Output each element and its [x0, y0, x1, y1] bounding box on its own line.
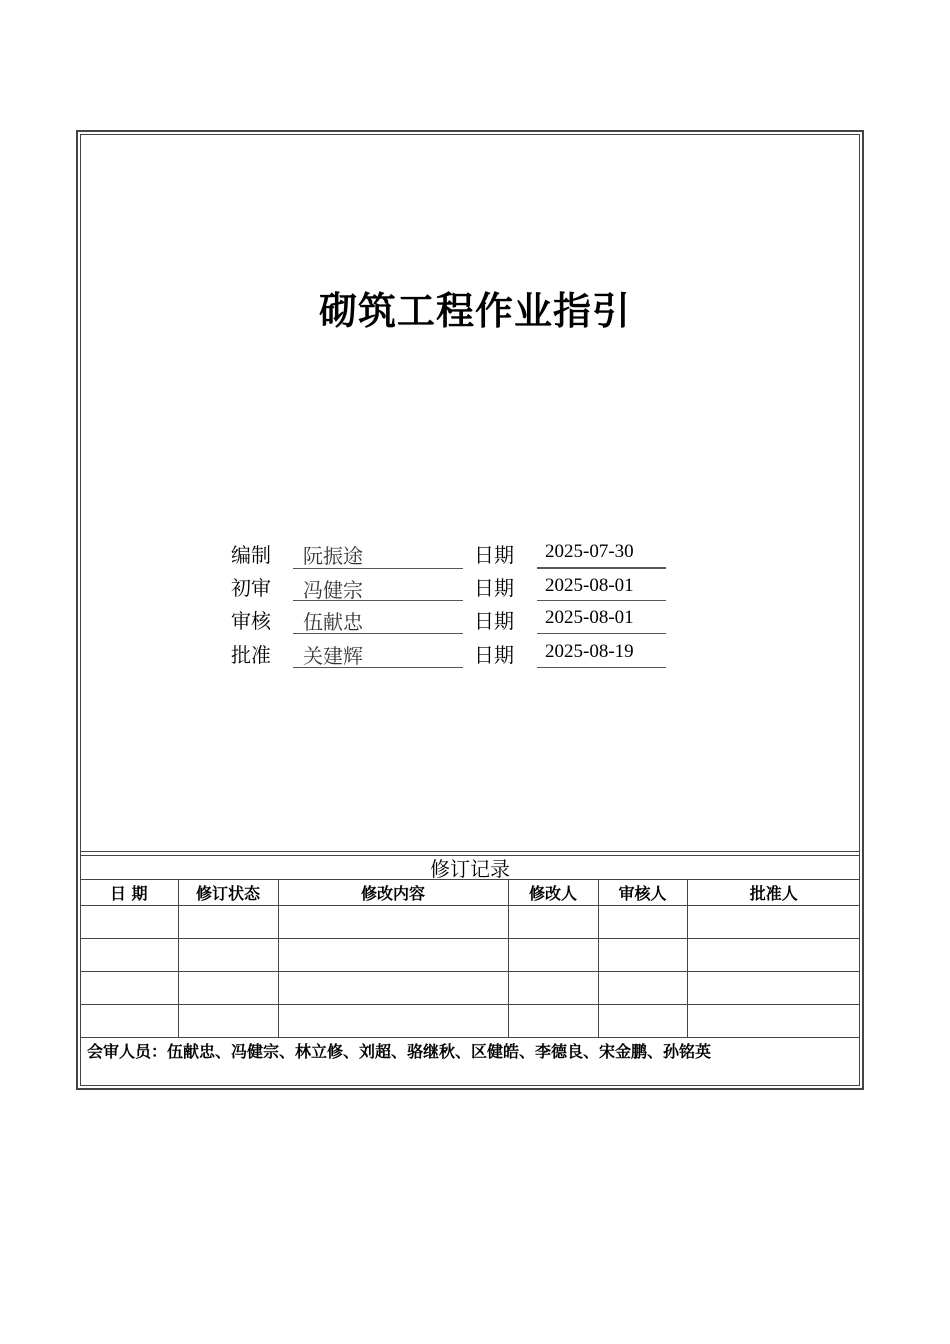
header-reviewed-by: 审核人 — [598, 880, 687, 906]
table-cell — [278, 939, 508, 972]
signoff-name: 阮振途 — [303, 544, 363, 568]
table-cell — [687, 939, 860, 972]
signoff-date: 2025-08-01 — [537, 568, 666, 601]
signoff-row-initial-review — [0, 568, 950, 601]
table-cell — [598, 906, 687, 939]
table-cell — [508, 906, 598, 939]
table-cell — [178, 972, 278, 1005]
table-cell — [80, 939, 178, 972]
table-cell — [598, 1005, 687, 1038]
signoff-date-label: 日期 — [474, 543, 514, 567]
signoff-name: 伍献忠 — [293, 601, 463, 634]
table-cell — [278, 1005, 508, 1038]
revision-divider — [80, 851, 860, 852]
table-row — [80, 939, 860, 972]
signoff-name: 冯健宗 — [293, 568, 463, 601]
signoff-date-label: 日期 — [474, 576, 514, 600]
table-cell — [687, 906, 860, 939]
table-cell — [687, 1005, 860, 1038]
reviewers-list: 会审人员：伍献忠、冯健宗、林立修、刘超、骆继秋、区健皓、李德良、宋金鹏、孙铭英 — [87, 1042, 712, 1061]
signoff-row-review — [0, 601, 950, 634]
header-revision-status: 修订状态 — [178, 880, 278, 906]
table-cell — [508, 1005, 598, 1038]
table-cell — [80, 1005, 178, 1038]
table-cell — [508, 972, 598, 1005]
signoff-row-approve — [0, 635, 950, 668]
table-cell — [687, 972, 860, 1005]
signoff-role-label: 审核 — [231, 609, 271, 633]
signoff-name: 关建辉 — [293, 635, 463, 668]
table-cell — [80, 906, 178, 939]
table-cell — [598, 939, 687, 972]
revision-header-row — [80, 880, 860, 906]
header-change-content: 修改内容 — [278, 880, 508, 906]
revision-record-title: 修订记录 — [430, 857, 510, 881]
table-cell — [178, 1005, 278, 1038]
revision-table — [80, 879, 860, 1038]
signoff-role-label: 批准 — [231, 643, 271, 667]
signoff-date: 2025-08-19 — [537, 635, 666, 668]
signoff-date: 2025-08-01 — [537, 601, 666, 634]
document-title: 砌筑工程作业指引 — [318, 289, 631, 333]
table-row — [80, 906, 860, 939]
table-row — [80, 972, 860, 1005]
signoff-row-compiled — [0, 535, 950, 568]
table-cell — [508, 939, 598, 972]
signoff-role-label: 编制 — [231, 543, 271, 567]
table-cell — [178, 939, 278, 972]
table-cell — [598, 972, 687, 1005]
header-approved-by: 批准人 — [687, 880, 860, 906]
signoff-date: 2025-07-30 — [537, 535, 666, 568]
signoff-role-label: 初审 — [231, 576, 271, 600]
table-row — [80, 1005, 860, 1038]
header-date: 日 期 — [80, 880, 178, 906]
header-modified-by: 修改人 — [508, 880, 598, 906]
table-cell — [278, 972, 508, 1005]
table-cell — [278, 906, 508, 939]
signoff-date-label: 日期 — [474, 643, 514, 667]
table-cell — [178, 906, 278, 939]
signoff-date-label: 日期 — [474, 609, 514, 633]
table-cell — [80, 972, 178, 1005]
